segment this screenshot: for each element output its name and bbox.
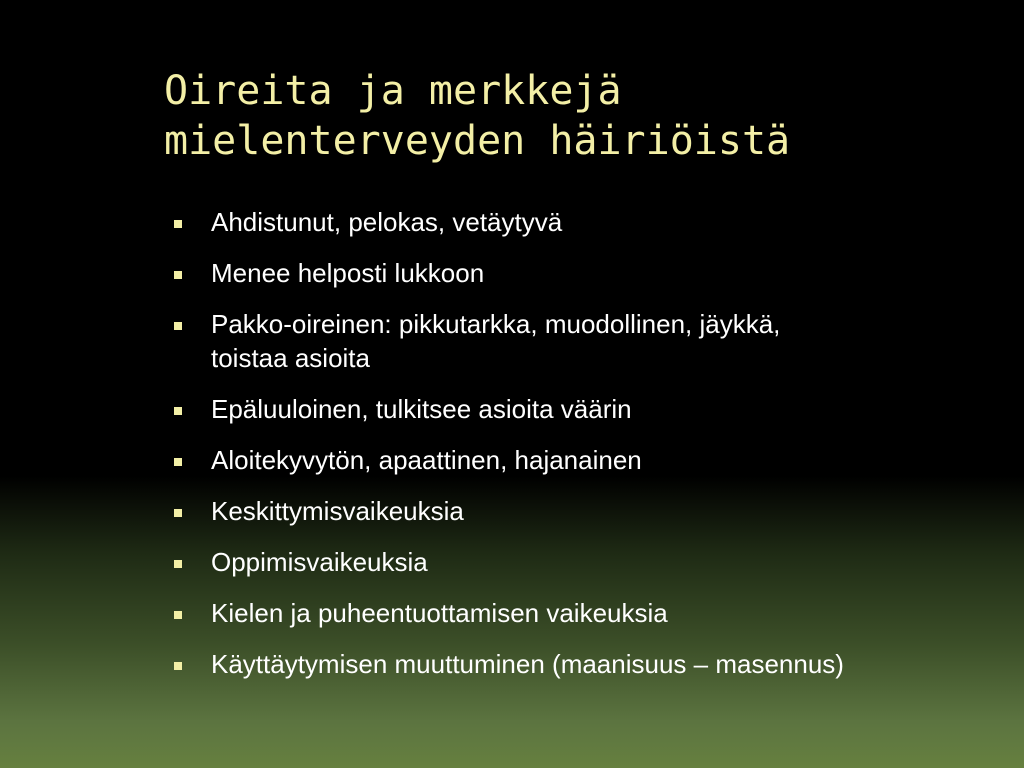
bullet-text: Pakko-oireinen: pikkutarkka, muodollinen, jäykkä,: [211, 309, 781, 339]
bullet-item: [168, 307, 1008, 375]
square-bullet-icon: [174, 220, 182, 228]
bullet-text: Ahdistunut, pelokas, vetäytyvä: [211, 207, 563, 237]
bullet-text: toistaa asioita: [211, 343, 370, 373]
square-bullet-icon: [174, 662, 182, 670]
bullet-text: Epäluuloinen, tulkitsee asioita väärin: [211, 394, 632, 424]
slide-title-line: mielenterveyden häiriöistä: [164, 118, 791, 164]
bullet-item: [168, 443, 1008, 477]
bullet-text: Käyttäytymisen muuttuminen (maanisuus – masennus): [211, 649, 844, 679]
bullet-text: Kielen ja puheentuottamisen vaikeuksia: [211, 598, 668, 628]
bullet-text: Oppimisvaikeuksia: [211, 547, 428, 577]
bullet-list: [168, 205, 1008, 698]
bullet-text: Keskittymisvaikeuksia: [211, 496, 464, 526]
bullet-text: Aloitekyvytön, apaattinen, hajanainen: [211, 445, 642, 475]
bullet-item: [168, 392, 1008, 426]
bullet-item: [168, 205, 1008, 239]
slide-title: [164, 66, 964, 166]
bullet-item: [168, 647, 1008, 681]
bullet-item: [168, 494, 1008, 528]
slide-title-line: Oireita ja merkkejä: [164, 68, 622, 114]
bullet-text: Menee helposti lukkoon: [211, 258, 485, 288]
square-bullet-icon: [174, 611, 182, 619]
bullet-item: [168, 596, 1008, 630]
square-bullet-icon: [174, 271, 182, 279]
square-bullet-icon: [174, 322, 182, 330]
bullet-item: [168, 545, 1008, 579]
square-bullet-icon: [174, 509, 182, 517]
square-bullet-icon: [174, 560, 182, 568]
square-bullet-icon: [174, 458, 182, 466]
square-bullet-icon: [174, 407, 182, 415]
bullet-item: [168, 256, 1008, 290]
